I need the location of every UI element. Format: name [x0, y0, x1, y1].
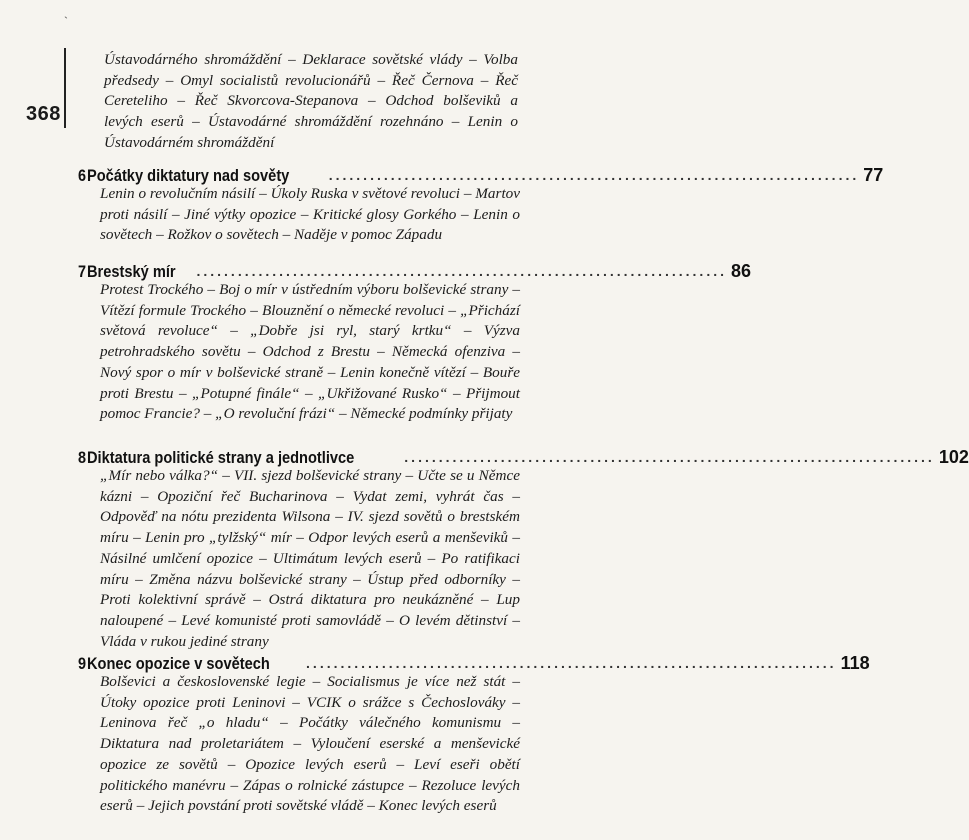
chapter-number: 9: [78, 654, 87, 673]
leader-dots: .............................................................................: [404, 449, 935, 465]
chapter-page: 118: [840, 653, 870, 673]
chapter-number: 6: [78, 166, 87, 185]
margin-rule: [64, 48, 66, 128]
chapter-page: 86: [731, 261, 752, 281]
chapter-title: Diktatura politické strany a jednotlivce: [87, 448, 355, 467]
chapter-heading-8[interactable]: [78, 440, 969, 468]
chapter-description-6: Lenin o revolučním násilí – Úkoly Ruska v světové revoluci – Martov proti násilí – Jiné výtky opozice – Kritické glosy Gorkého – Lenin o sovětech – Rožkov o sovětech – Naděje v pomoc Západu: [100, 185, 520, 244]
chapter-page: 77: [863, 165, 884, 185]
chapter-number: 7: [78, 262, 87, 281]
top-mark: `: [64, 14, 68, 28]
intro-description: Ústavodárného shromáždění – Deklarace sovětské vlády – Volba předsedy – Omyl socialistů revolucionářů – Řeč Černova – Řeč Cereteliho – Řeč Skvorcova-Stepanova – Odchod bolševiků a levých eserů – Ústavodárné shromáždění rozehnáno – Lenin o Ústavodárném shromáždění: [104, 51, 518, 151]
leader-dots: .............................................................................: [328, 167, 860, 183]
leader-dots: .............................................................................: [196, 263, 727, 279]
chapter-number: 8: [78, 448, 87, 467]
chapter-heading-6[interactable]: [78, 158, 884, 186]
chapter-page: 102: [938, 447, 969, 467]
page-number: 368: [26, 103, 61, 125]
chapter-description-9: Bolševici a československé legie – Socialismus je více než stát – Útoky opozice proti Leninovi – VCIK o srážce s Čechoslováky – Leninova řeč „o hladu“ – Počátky válečného komunismu – Diktatura nad proletariátem – Vyloučení eserské a menševické opozice ze sovětů – Opozice levých eserů – Leví eseři obětí politického manévru – Zápas o rolnické zástupce – Rezoluce levých eserů – Jejich povstání proti sovětské vládě – Konec levých eserů: [100, 673, 520, 815]
leader-dots: .............................................................................: [306, 655, 837, 671]
chapter-title: Počátky diktatury nad sověty: [87, 166, 290, 185]
chapter-description-7: Protest Trockého – Boj o mír v ústředním výboru bolševické strany – Vítězí formule Trockého – Blouznění o německé revoluci – „Přichází světová revoluce“ – „Dobře jsi ryl, starý krtku“ – Výzva petrohradského sovětu – Odchod z Brestu – Německá ofenziva – Nový spor o mír v bolševické straně – Lenin konečně vítězí – Bouře proti Brestu – „Potupné finále“ – „Ukřižované Rusko“ – Přijmout pomoc Francie? – „O revoluční frázi“ – Německé podmínky přijaty: [100, 281, 520, 423]
chapter-title: Brestský mír: [87, 262, 177, 281]
chapter-description-8: „Mír nebo válka?“ – VII. sjezd bolševické strany – Učte se u Němce kázni – Opoziční řeč Bucharinova – Vydat zemi, vyhrát čas – Odpověď na nótu prezidenta Wilsona – IV. sjezd sovětů o brestském míru – Lenin pro „tylžský“ mír – Odpor levých eserů a menševiků – Násilné umlčení opozice – Ultimátum levých eserů – Po ratifikaci míru – Změna názvu bolševické strany – Ústup před odborníky – Proti kolektivní správě – Ostrá diktatura pro neukázněné – Lup naloupené – Levé komunisté proti samovládě – O levém dětinství – Vláda v rukou jediné strany: [100, 467, 520, 650]
chapter-heading-7[interactable]: [78, 254, 752, 282]
chapter-heading-9[interactable]: [78, 646, 870, 674]
chapter-title: Konec opozice v sovětech: [87, 654, 271, 673]
